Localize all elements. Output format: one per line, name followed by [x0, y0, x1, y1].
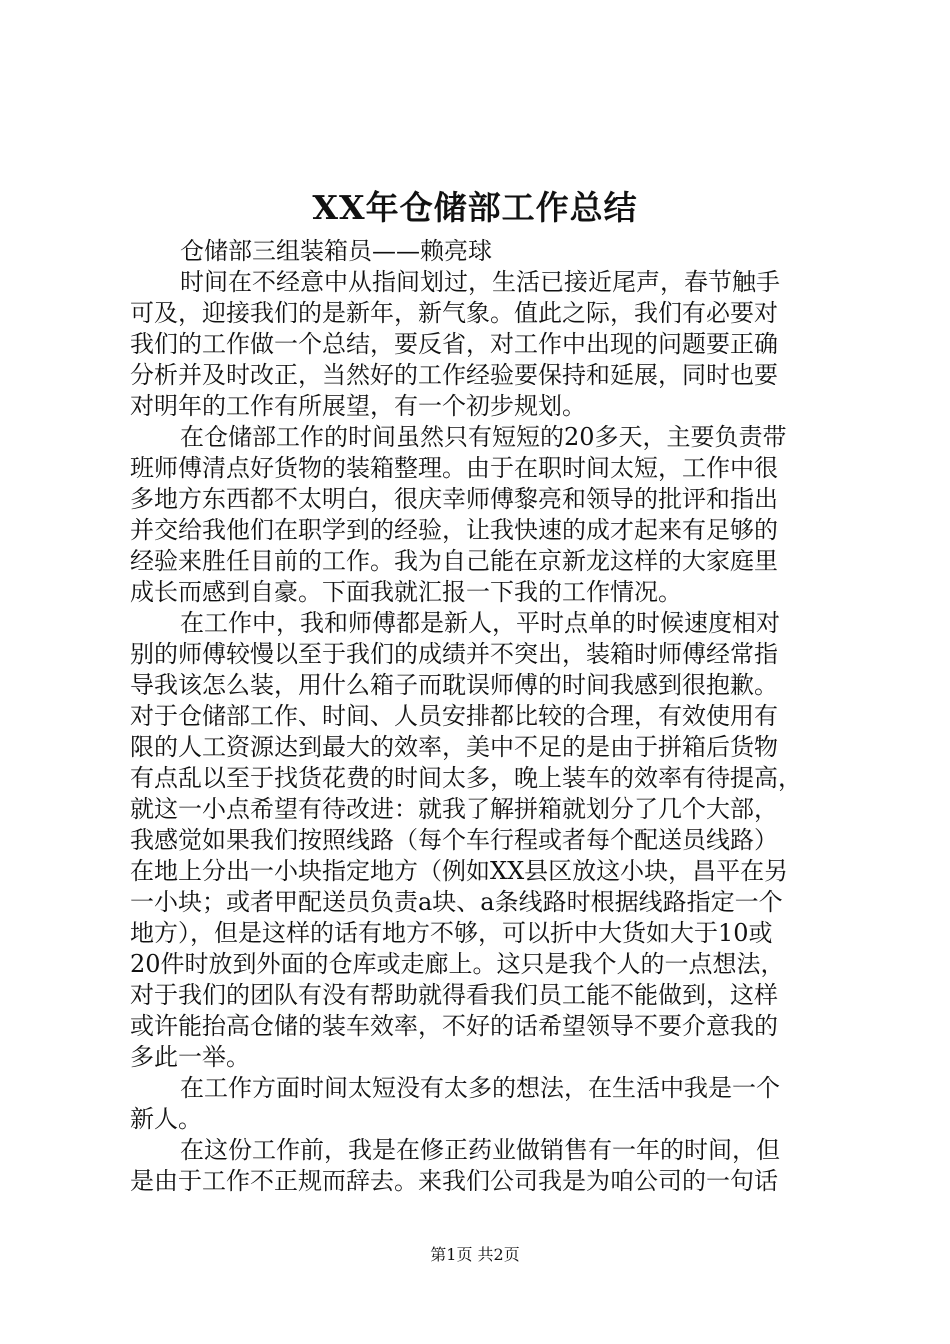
paragraph-2-line-6: 成长而感到自豪。下面我就汇报一下我的工作情况。 — [130, 578, 682, 606]
document-title: XX年仓储部工作总结 — [312, 188, 638, 227]
paragraph-3-line-12: 20件时放到外面的仓库或走廊上。这只是我个人的一点想法， — [130, 950, 785, 978]
paragraph-1-line-4: 分析并及时改正，当然好的工作经验要保持和延展，同时也要 — [130, 361, 778, 389]
paragraph-3-line-9: 在地上分出一小块指定地方（例如XX县区放这小块，昌平在另 — [130, 857, 789, 885]
paragraph-3-line-7: 就这一小点希望有待改进：就我了解拼箱就划分了几个大部， — [130, 795, 778, 823]
paragraph-4-line-2: 新人。 — [130, 1105, 202, 1133]
paragraph-5-line-1: 在这份工作前，我是在修正药业做销售有一年的时间，但 — [180, 1136, 780, 1164]
paragraph-3-line-3: 导我该怎么装，用什么箱子而耽误师傅的时间我感到很抱歉。 — [130, 671, 778, 699]
paragraph-3-line-8: 我感觉如果我们按照线路（每个车行程或者每个配送员线路） — [130, 826, 778, 854]
page-footer: 第1页 共2页 — [430, 1245, 520, 1264]
paragraph-3-line-2: 别的师傅较慢以至于我们的成绩并不突出，装箱时师傅经常指 — [130, 640, 778, 668]
paragraph-2-line-2: 班师傅清点好货物的装箱整理。由于在职时间太短，工作中很 — [130, 454, 778, 482]
paragraph-2-line-4: 并交给我他们在职学到的经验，让我快速的成才起来有足够的 — [130, 516, 778, 544]
paragraph-3-line-13: 对于我们的团队有没有帮助就得看我们员工能不能做到，这样 — [130, 981, 778, 1009]
paragraph-3-line-15: 多此一举。 — [130, 1043, 250, 1071]
paragraph-3-line-1: 在工作中，我和师傅都是新人，平时点单的时候速度相对 — [180, 609, 780, 637]
paragraph-3-line-11: 地方），但是这样的话有地方不够，可以折中大货如大于10或 — [130, 919, 773, 947]
paragraph-5-line-2: 是由于工作不正规而辞去。来我们公司我是为咱公司的一句话 — [130, 1167, 778, 1195]
paragraph-1-line-2: 可及，迎接我们的是新年，新气象。值此之际，我们有必要对 — [130, 299, 778, 327]
paragraph-4-line-1: 在工作方面时间太短没有太多的想法，在生活中我是一个 — [180, 1074, 780, 1102]
paragraph-3-line-6: 有点乱以至于找货花费的时间太多，晚上装车的效率有待提高， — [130, 764, 802, 792]
paragraph-1-line-3: 我们的工作做一个总结，要反省，对工作中出现的问题要正确 — [130, 330, 778, 358]
paragraph-3-line-10: 一小块；或者甲配送员负责a块、a条线路时根据线路指定一个 — [130, 888, 783, 916]
paragraph-1-line-1: 时间在不经意中从指间划过，生活已接近尾声，春节触手 — [180, 268, 780, 296]
document-body — [130, 236, 830, 1197]
author-line: 仓储部三组装箱员——赖亮球 — [180, 237, 492, 265]
paragraph-3-line-14: 或许能抬高仓储的装车效率，不好的话希望领导不要介意我的 — [130, 1012, 778, 1040]
paragraph-2-line-3: 多地方东西都不太明白，很庆幸师傅黎亮和领导的批评和指出 — [130, 485, 778, 513]
paragraph-2-line-1: 在仓储部工作的时间虽然只有短短的20多天，主要负责带 — [180, 423, 787, 451]
paragraph-3-line-5: 限的人工资源达到最大的效率，美中不足的是由于拼箱后货物 — [130, 733, 778, 761]
paragraph-3-line-4: 对于仓储部工作、时间、人员安排都比较的合理，有效使用有 — [130, 702, 778, 730]
paragraph-2-line-5: 经验来胜任目前的工作。我为自己能在京新龙这样的大家庭里 — [130, 547, 778, 575]
paragraph-1-line-5: 对明年的工作有所展望，有一个初步规划。 — [130, 392, 586, 420]
